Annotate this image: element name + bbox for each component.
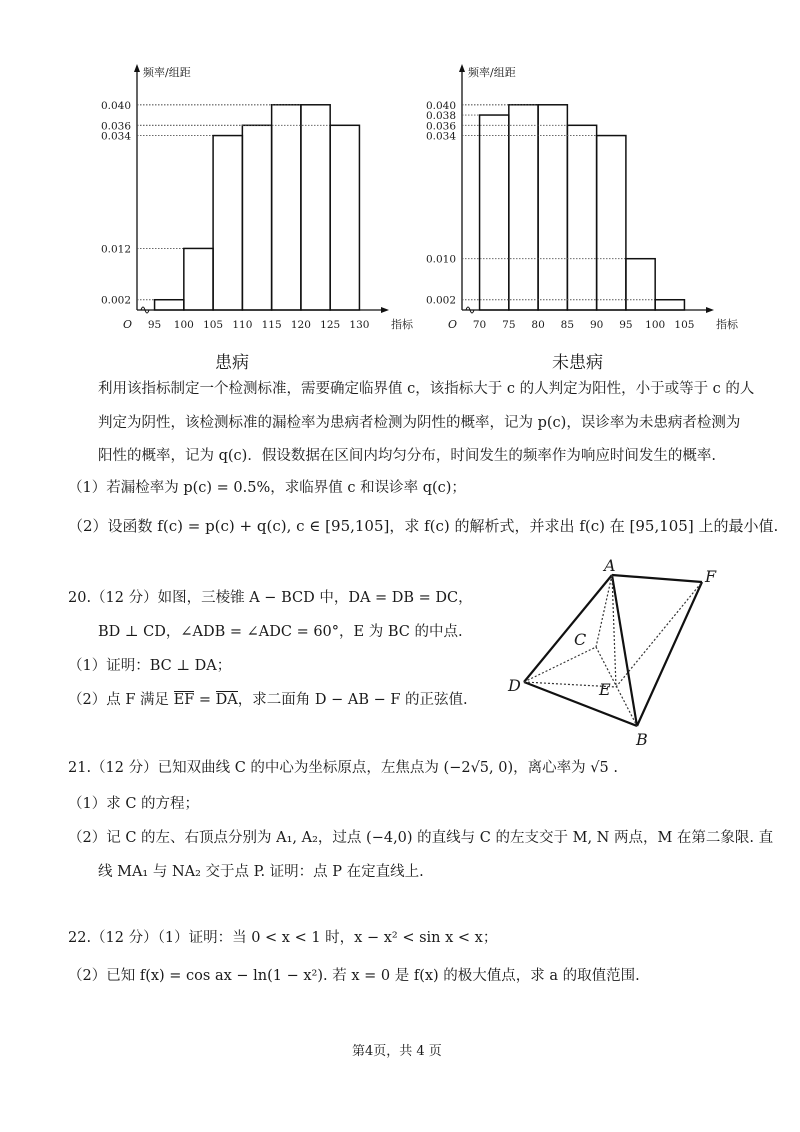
x-tick-label: 105	[203, 319, 224, 331]
edge-DA	[524, 575, 612, 682]
x-tick-label: 85	[560, 319, 575, 331]
histogram-bar	[272, 105, 301, 310]
page-footer: 第4页，共 4 页	[352, 1044, 442, 1059]
histogram-bar	[567, 125, 596, 310]
y-axis-label: 频率/组距	[143, 66, 191, 79]
edge-FB	[637, 582, 702, 726]
q20-part-2-suffix: ，求二面角 D − AB − F 的正弦值.	[237, 692, 468, 708]
histogram-bar	[184, 248, 213, 310]
y-tick-label: 0.034	[425, 130, 456, 143]
intro-line-3: 阳性的概率，记为 q(c)．假设数据在区间内均匀分布，时间发生的频率作为响应时间发生的概率.	[98, 448, 716, 464]
x-tick-label: 100	[173, 319, 194, 331]
intro-line-1: 利用该指标制定一个检测标准，需要确定临界值 c，该指标大于 c 的人判定为阳性，小于或等于 c 的人	[98, 381, 755, 397]
x-tick-label: 90	[589, 319, 604, 331]
x-tick-label: 70	[472, 319, 487, 331]
y-tick-label: 0.034	[100, 130, 131, 143]
q21-part-1: （1）求 C 的方程；	[68, 796, 200, 812]
y-axis-label: 频率/组距	[468, 66, 516, 79]
q22-heading: 22.（12 分）（1）证明：当 0 < x < 1 时，x − x² < sin x < x；	[68, 930, 498, 946]
edge-AF	[612, 575, 702, 582]
histogram-bar	[155, 300, 184, 310]
q20-equals: =	[194, 692, 216, 708]
x-axis-arrow	[706, 307, 714, 313]
y-tick-label: 0.038	[425, 110, 456, 123]
label-A: A	[604, 556, 616, 575]
y-tick-label: 0.002	[100, 294, 131, 307]
label-F: F	[705, 567, 717, 586]
label-D: D	[508, 676, 521, 695]
histogram-bar	[213, 136, 242, 310]
x-tick-label: 95	[619, 319, 633, 331]
q19-part-1: （1）若漏检率为 p(c) = 0.5%，求临界值 c 和误诊率 q(c)；	[68, 480, 466, 496]
y-tick-label: 0.036	[425, 120, 456, 133]
q20-part-1: （1）证明：BC ⊥ DA；	[68, 658, 232, 674]
label-C: C	[574, 630, 587, 649]
x-axis-arrow	[381, 307, 389, 313]
q22-part-2: （2）已知 f(x) = cos ax − ln(1 − x²). 若 x = 0 是 f(x) 的极大值点，求 a 的取值范围.	[68, 968, 640, 984]
q20-heading: 20.（12 分）如图，三棱锥 A − BCD 中，DA = DB = DC，	[68, 590, 473, 606]
x-tick-label: 105	[674, 319, 695, 331]
histogram-bar	[626, 259, 655, 310]
histogram-healthy-caption: 未患病	[552, 353, 603, 373]
histogram-bar	[597, 136, 626, 310]
q21-heading: 21.（12 分）已知双曲线 C 的中心为坐标原点，左焦点为 (−2√5, 0)，离心率为 √5 .	[68, 760, 618, 776]
pyramid-figure	[500, 555, 740, 750]
histogram-bar	[242, 125, 271, 310]
q21-part-2-line-1: （2）记 C 的左、右顶点分别为 A₁, A₂，过点 (−4,0) 的直线与 C 的左支交于 M, N 两点，M 在第二象限. 直	[68, 830, 774, 846]
q19-part-2: （2）设函数 f(c) = p(c) + q(c), c ∈ [95,105]，求 f(c) 的解析式，并求出 f(c) 在 [95,105] 上的最小值.	[68, 517, 779, 535]
x-tick-label: 100	[645, 319, 666, 331]
x-tick-label: 75	[502, 319, 516, 331]
y-tick-label: 0.010	[425, 253, 456, 266]
y-tick-label: 0.040	[100, 99, 131, 112]
x-tick-label: 125	[320, 319, 341, 331]
intro-line-2: 判定为阴性，该检测标准的漏检率为患病者检测为阴性的概率，记为 p(c)，误诊率为未患病者检测为	[98, 415, 741, 431]
x-tick-label: 130	[349, 319, 370, 331]
y-tick-label: 0.040	[425, 99, 456, 112]
edge-EF	[616, 582, 702, 687]
histogram-healthy	[420, 58, 738, 343]
edge-DB	[524, 682, 637, 726]
vector-ef: EF	[173, 692, 195, 708]
origin-label: O	[448, 318, 458, 331]
edge-DC	[524, 647, 596, 682]
q20-part-2	[68, 690, 468, 710]
x-tick-label: 120	[290, 319, 311, 331]
y-tick-label: 0.036	[100, 120, 131, 133]
edge-AB	[612, 575, 637, 726]
vector-da: DA	[215, 692, 238, 708]
x-axis-label: 指标	[391, 318, 413, 331]
origin-label: O	[123, 318, 133, 331]
y-tick-label: 0.012	[100, 243, 131, 256]
histogram-diseased-caption: 患病	[215, 353, 249, 373]
label-E: E	[599, 680, 611, 699]
q20-part-2-prefix: （2）点 F 满足	[68, 692, 174, 708]
q20-condition: BD ⊥ CD，∠ADB = ∠ADC = 60°，E 为 BC 的中点.	[98, 624, 463, 640]
histogram-bar	[480, 115, 509, 310]
histogram-bar	[655, 300, 684, 310]
y-tick-label: 0.002	[425, 294, 456, 307]
y-axis-arrow	[134, 64, 140, 72]
x-tick-label: 95	[147, 319, 162, 331]
histogram-bar	[330, 125, 359, 310]
label-B: B	[636, 730, 648, 749]
x-tick-label: 110	[232, 319, 253, 331]
histogram-bar	[301, 105, 330, 310]
histogram-diseased	[95, 58, 413, 343]
y-axis-arrow	[459, 64, 465, 72]
q21-part-2-line-2: 线 MA₁ 与 NA₂ 交于点 P. 证明：点 P 在定直线上.	[98, 864, 424, 880]
x-tick-label: 80	[531, 319, 545, 331]
x-tick-label: 115	[261, 319, 282, 331]
x-axis-label: 指标	[716, 318, 738, 331]
